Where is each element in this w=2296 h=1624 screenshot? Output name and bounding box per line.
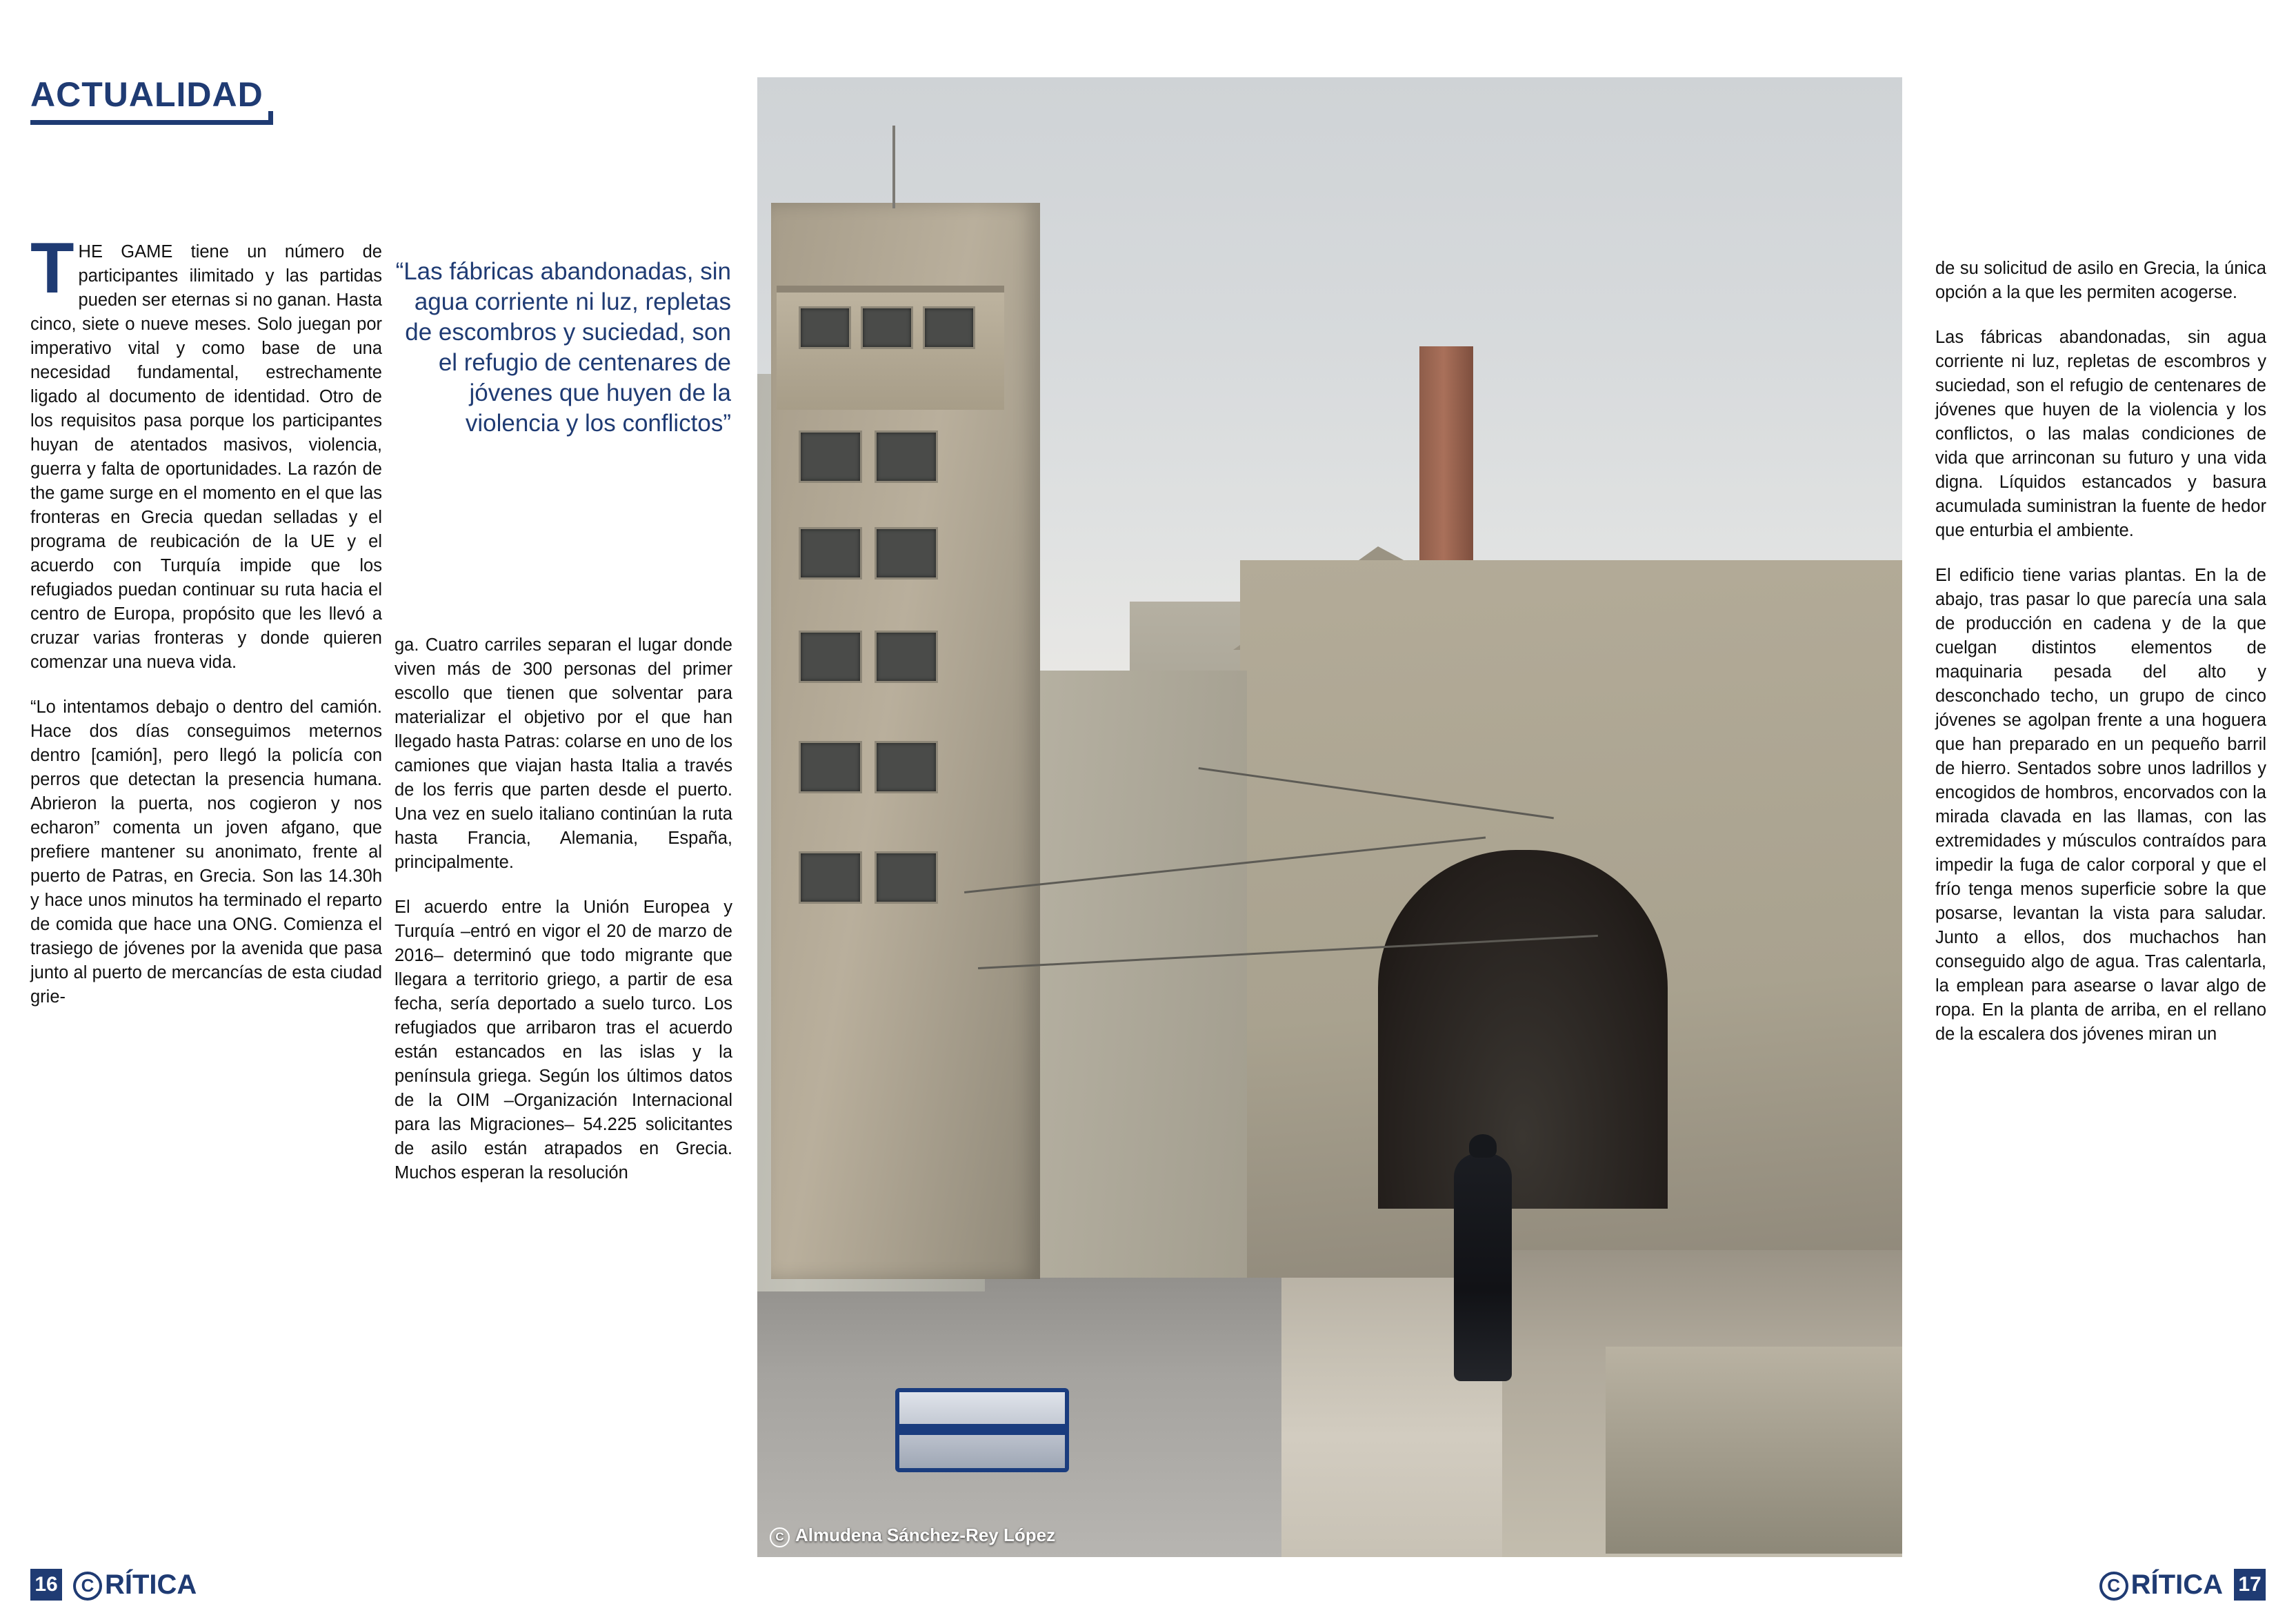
body-column-1 bbox=[30, 228, 382, 1009]
photo-window bbox=[875, 527, 938, 580]
paragraph-7: El edificio tiene varias plantas. En la de abajo, tras pasar lo que parecía una sala de producción en cadena y de la que cuelgan distintos elementos de maquinaria pesada del alto y desconchado techo, un grupo de cinco jóvenes se agolpan frente a una hoguera que han preparado en un pequeño barril de hierro. Sentados sobre unos ladrillos y encogidos de hombros, encorvados con la mirada clavada en las llamas, con las extremidades y músculos contraídos para impedir la fuga de calor corporal y que el frío tenga menos superficie sobre la que posarse, levantan la vista para saludar. Junto a ellos, dos muchachos han conseguido algo de agua. Tras calentarla, la emplean para asearse o lavar algo de ropa. En la planta de arriba, en el rellano de la escalera dos jóvenes miran un bbox=[1935, 566, 2266, 1044]
section-underline-rule bbox=[30, 120, 273, 125]
section-title: ACTUALIDAD bbox=[30, 75, 263, 114]
paragraph-4: El acuerdo entre la Unión Europea y Turquía –entró en vigor el 20 de marzo de 2016– determinó que todo migrante que llegara a territorio griego, a partir de esa fecha, sería deportado a suelo turco. Los refugiados que arribaron tras el acuerdo están estancados en las islas y la península griega. Según los últimos datos de la OIM –Organización Internacional para las Migraciones– 54.225 solicitantes de asilo están atrapados en Grecia. Muchos esperan la resolución bbox=[395, 898, 732, 1182]
photo-window bbox=[875, 851, 938, 904]
photo-window bbox=[799, 631, 862, 683]
photo-tower-building bbox=[771, 203, 1040, 1279]
paragraph-6: Las fábricas abandonadas, sin agua corriente ni luz, repletas de escombros y suciedad, son el refugio de centenares de jóvenes que huyen de la violencia y los conflictos, o las malas condiciones de vida que arrinconan su futuro y una vida digna. Líquidos estancados y basura acumulada suministran la fuente de hedor que enturbia el ambiente. bbox=[1935, 328, 2266, 540]
photo-window bbox=[799, 851, 862, 904]
photo-concrete-block bbox=[1606, 1347, 1902, 1554]
pull-quote: “Las fábricas abandonadas, sin agua corriente ni luz, repletas de escombros y suciedad, son el refugio de centenares de jóvenes que huyen de la violencia y los conflictos” bbox=[395, 258, 731, 437]
photo-window bbox=[875, 741, 938, 793]
footer-left bbox=[30, 1569, 197, 1601]
photo-credit-text: Almudena Sánchez-Rey López bbox=[795, 1525, 1056, 1545]
brand-name: RÍTICA bbox=[105, 1569, 197, 1600]
body-column-2 bbox=[395, 633, 732, 1185]
brand-logo-left bbox=[73, 1569, 197, 1601]
article-photo bbox=[757, 77, 1902, 1557]
photo-window bbox=[875, 430, 938, 483]
footer-right bbox=[2099, 1569, 2266, 1601]
paragraph-5: de su solicitud de asilo en Grecia, la única opción a la que les permiten acogerse. bbox=[1935, 259, 2266, 302]
copyright-icon: C bbox=[770, 1527, 790, 1547]
photo-window bbox=[799, 527, 862, 580]
paragraph-1-with-dropcap bbox=[30, 228, 382, 675]
photo-shed-opening bbox=[1378, 850, 1668, 1209]
drop-cap: T bbox=[30, 228, 74, 308]
brand-logo-right bbox=[2099, 1569, 2223, 1601]
photo-window bbox=[875, 631, 938, 683]
photo-canvas bbox=[757, 77, 1902, 1557]
brand-c-icon: C bbox=[2099, 1572, 2128, 1601]
photo-antenna-mast bbox=[892, 126, 895, 208]
section-header bbox=[30, 75, 651, 125]
photo-window bbox=[799, 306, 851, 349]
photo-window bbox=[799, 741, 862, 793]
body-column-3 bbox=[1935, 257, 2266, 1047]
page-number-right: 17 bbox=[2234, 1569, 2266, 1601]
brand-c-icon: C bbox=[73, 1572, 102, 1601]
paragraph-2: “Lo intentamos debajo o dentro del camión. Hace dos días conseguimos meternos dentro [camión], pero llegó la policía con perros que detectan la presencia humana. Abrieron la puerta, nos cogieron y nos echaron” comenta un joven afgano, que prefiere mantener su anonimato, frente al puerto de Patras, en Grecia. Son las 14.30h y hace unos minutos ha terminado el reparto de comida que hace una ONG. Comienza el trasiego de jóvenes por la avenida que pasa junto al puerto de mercancías de esta ciudad grie- bbox=[30, 697, 382, 1007]
brand-name: RÍTICA bbox=[2130, 1569, 2223, 1600]
photo-road-barrier bbox=[895, 1388, 1069, 1472]
photo-person-walking bbox=[1454, 1153, 1512, 1381]
photo-window bbox=[861, 306, 913, 349]
photo-credit bbox=[770, 1525, 1055, 1547]
photo-window bbox=[799, 430, 862, 483]
photo-window bbox=[923, 306, 975, 349]
page-number-left: 16 bbox=[30, 1569, 62, 1601]
paragraph-3: ga. Cuatro carriles separan el lugar donde viven más de 300 personas del primer escollo que tienen que solventar para materializar el objetivo por el que han llegado hasta Patras: colarse en uno de los camiones que viajan hasta Italia a través de los ferris que parten desde el puerto. Una vez en suelo italiano continúan la ruta hasta Francia, Alemania, España, principalmente. bbox=[395, 635, 732, 872]
paragraph-text: HE GAME tiene un número de participantes ilimitado y las partidas pueden ser eternas si no ganan. Hasta cinco, siete o nueve meses. Solo juegan por imperativo vital y como base de una necesidad fundamental, estrechamente ligado al documento de identidad. Otro de los requisitos pasa porque los participantes huyan de atentados masivos, violencia, guerra y falta de oportunidades. La razón de the game surge en el momento en el que las fronteras en Grecia quedan selladas y el programa de reubicación de la UE y el acuerdo con Turquía impide que los refugiados puedan continuar su ruta hacia el centro de Europa, propósito que les llevó a cruzar varias fronteras y donde quieren comenzar una nueva vida. bbox=[30, 242, 382, 672]
